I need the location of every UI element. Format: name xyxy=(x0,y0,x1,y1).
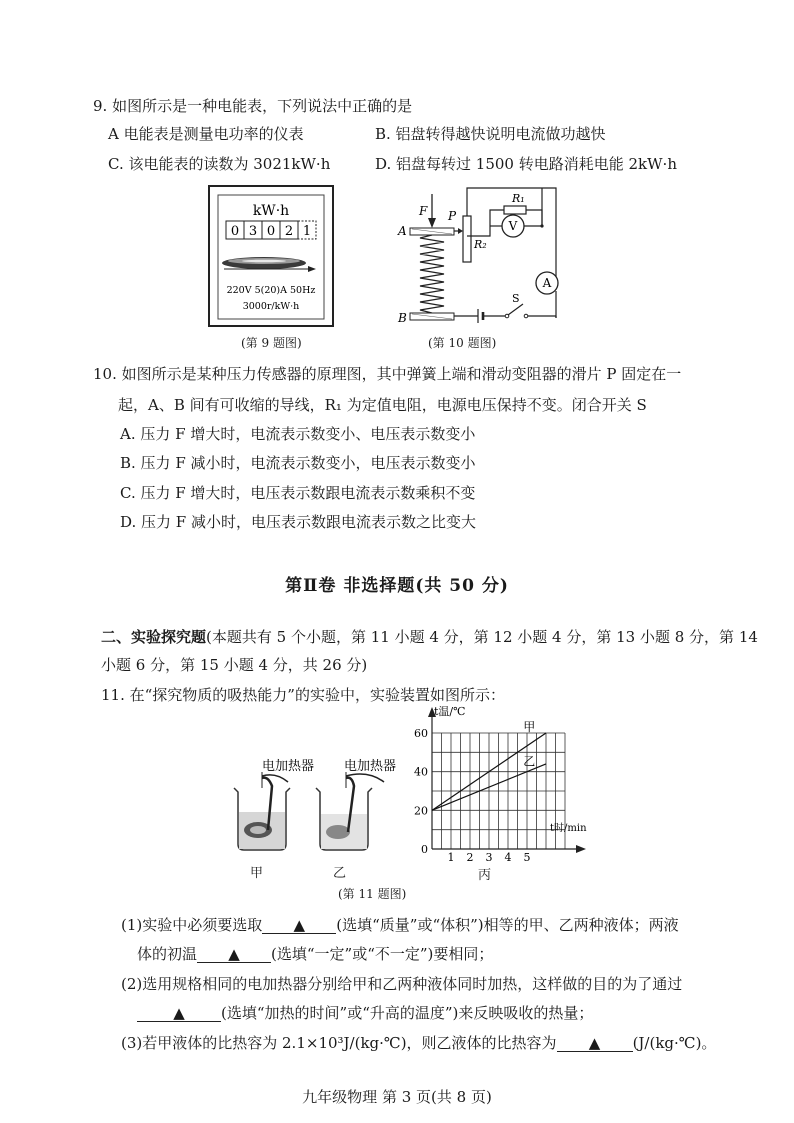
q11-sub3-tail: (J/(kg·℃)。 xyxy=(632,1034,717,1052)
energy-meter-figure xyxy=(208,185,334,327)
q9-option-b: B. 铝盘转得越快说明电流做功越快 xyxy=(375,125,606,143)
series-label: 乙 xyxy=(523,754,536,769)
voltmeter-label: V xyxy=(508,219,518,233)
heater-label-jia: 电加热器 xyxy=(262,759,315,774)
label-R1: R₁ xyxy=(512,192,525,205)
x-tick-label: 1 xyxy=(447,851,455,864)
q10-stem-line1: 10. 如图所示是某种压力传感器的原理图，其中弹簧上端和滑动变阻器的滑片 P 固定在一 xyxy=(93,365,682,383)
q11-sub1-line2 xyxy=(137,944,493,964)
q11-sub1-tail: (选填“质量”或“体积”)相等的甲、乙两种液体；两液 xyxy=(336,916,679,934)
meter-digit: 0 xyxy=(266,224,276,239)
blank-mark-triangle: ▲ xyxy=(228,945,240,963)
series-label: 甲 xyxy=(523,719,536,734)
section-2-part: 二、实验探究题 xyxy=(101,628,207,646)
q11-sub3-line xyxy=(121,1033,716,1053)
q11-sub2-tail: (选填“加热的时间”或“升高的温度”)来反映吸收的热量； xyxy=(221,1004,594,1022)
section-2-title: 第Ⅱ卷 非选择题(共 50 分) xyxy=(285,576,509,596)
q11-sub3-lead: (3)若甲液体的比热容为 2.1×10³J/(kg·℃)，则乙液体的比热容为 xyxy=(121,1034,557,1052)
label-switch: S xyxy=(512,292,520,305)
section-2-intro xyxy=(101,627,758,647)
label-jia: 甲 xyxy=(250,866,264,881)
y-axis-label: t温/℃ xyxy=(434,705,466,718)
x-tick-label: 4 xyxy=(504,851,512,864)
meter-digit: 3 xyxy=(248,224,258,239)
q10-option-b: B. 压力 F 减小时，电流表示数变小，电压表示数变小 xyxy=(120,454,476,472)
q9-figure-caption: (第 9 题图) xyxy=(241,336,302,350)
label-bing: 丙 xyxy=(478,868,492,883)
q10-option-a: A. 压力 F 增大时，电流表示数变小、电压表示数变小 xyxy=(120,425,476,443)
meter-digit: 0 xyxy=(230,224,240,239)
section-2-intro-line2: 小题 6 分，第 15 小题 4 分，共 26 分) xyxy=(101,656,368,674)
q11-sub1-lead2: 体的初温 xyxy=(137,945,198,963)
temperature-time-graph xyxy=(410,703,595,863)
q11-sub2-line1: (2)选用规格相同的电加热器分别给甲和乙两种液体同时加热，这样做的目的为了通过 xyxy=(121,975,683,993)
x-tick-label: 2 xyxy=(466,851,474,864)
y-tick-label: 0 xyxy=(421,843,428,856)
x-tick-label: 5 xyxy=(523,851,531,864)
label-force: F xyxy=(419,204,428,218)
blank-mark-triangle: ▲ xyxy=(173,1004,185,1022)
q11-stem: 11. 在“探究物质的吸热能力”的实验中，实验装置如图所示： xyxy=(101,686,505,704)
heater-label-yi: 电加热器 xyxy=(344,759,397,774)
q11-figure-caption: (第 11 题图) xyxy=(338,887,407,901)
blank-mark-triangle: ▲ xyxy=(293,916,306,934)
meter-digit: 1 xyxy=(302,224,312,239)
q10-option-c: C. 压力 F 增大时，电压表示数跟电流表示数乘积不变 xyxy=(120,484,476,502)
q11-sub1-blank2[interactable] xyxy=(197,946,271,963)
y-tick-label: 20 xyxy=(414,804,428,818)
beaker-yi xyxy=(316,772,384,850)
x-tick-label: 3 xyxy=(485,851,493,864)
q9-option-a: A 电能表是测量电功率的仪表 xyxy=(108,125,304,143)
q9-option-c: C. 该电能表的读数为 3021kW·h xyxy=(108,155,331,173)
q11-sub2-blank[interactable] xyxy=(137,1005,221,1022)
y-tick-label: 60 xyxy=(414,727,428,740)
beaker-jia xyxy=(234,772,290,850)
meter-spec-rev: 3000r/kW·h xyxy=(242,301,300,312)
page-footer: 九年级物理 第 3 页(共 8 页) xyxy=(302,1088,492,1106)
beakers-figure xyxy=(228,752,404,862)
pressure-sensor-circuit xyxy=(388,178,568,330)
x-axis-label: t时/min xyxy=(550,823,587,834)
q10-stem-line2: 起，A、B 间有可收缩的导线，R₁ 为定值电阻，电源电压保持不变。闭合开关 S xyxy=(118,396,647,414)
meter-unit: kW·h xyxy=(252,203,290,219)
label-R2: R₂ xyxy=(474,238,487,251)
label-A: A xyxy=(398,224,407,238)
q11-sub1-lead: (1)实验中必须要选取 xyxy=(121,916,263,934)
q11-sub3-blank[interactable] xyxy=(557,1035,633,1052)
y-tick-label: 40 xyxy=(414,765,428,779)
label-B: B xyxy=(398,311,407,325)
blank-mark-triangle: ▲ xyxy=(588,1034,601,1052)
q10-figure-caption: (第 10 题图) xyxy=(428,336,497,350)
meter-spec-rating: 220V 5(20)A 50Hz xyxy=(226,285,316,296)
meter-digit: 2 xyxy=(284,224,294,239)
q11-sub1-line1 xyxy=(121,915,679,935)
label-P: P xyxy=(448,209,457,223)
q9-stem: 9. 如图所示是一种电能表，下列说法中正确的是 xyxy=(93,97,413,115)
q10-option-d: D. 压力 F 减小时，电压表示数跟电流表示数之比变大 xyxy=(120,513,476,531)
label-yi: 乙 xyxy=(333,866,347,881)
q11-sub1-blank1[interactable] xyxy=(262,917,336,934)
q11-sub2-line2 xyxy=(137,1003,593,1023)
ammeter-label: A xyxy=(542,276,552,290)
q9-option-d: D. 铝盘每转过 1500 转电路消耗电能 2kW·h xyxy=(375,155,677,173)
q11-sub1-tail2: (选填“一定”或“不一定”)要相同； xyxy=(271,945,494,963)
section-2-intro-text: (本题共有 5 个小题，第 11 小题 4 分，第 12 小题 4 分，第 13 小题 8 分，第 14 xyxy=(206,628,758,646)
